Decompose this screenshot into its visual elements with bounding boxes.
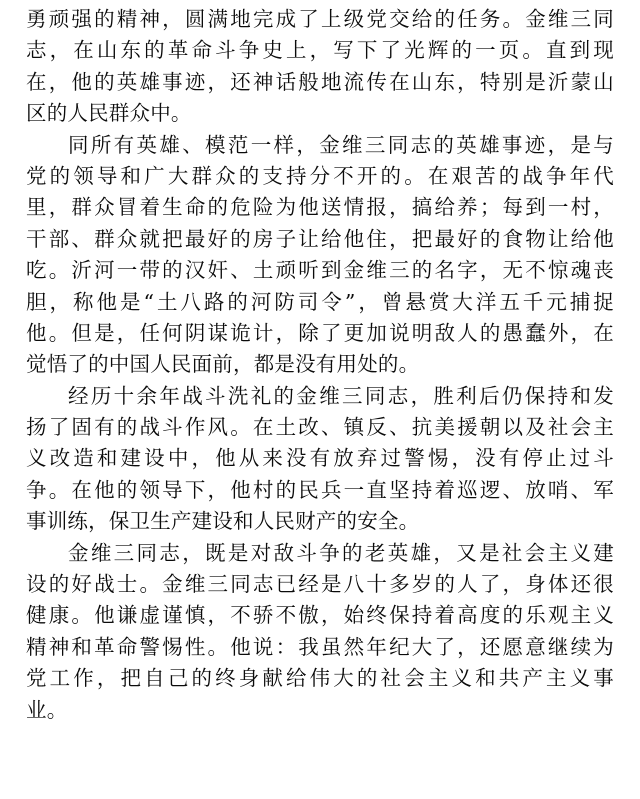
text-line: 精神和革命警惕性。他说：我虽然年纪大了，还愿意继续为 — [26, 634, 614, 659]
paragraph-end-line: 区的人民群众中。 — [26, 101, 192, 126]
text-line: 他。但是，任何阴谋诡计，除了更加说明敌人的愚蠢外，在 — [26, 320, 614, 345]
paragraph-end-line: 事训练，保卫生产建设和人民财产的安全。 — [26, 509, 420, 534]
text-line: 志，在山东的革命斗争史上，写下了光辉的一页。直到现 — [26, 38, 614, 63]
text-line: 里，群众冒着生命的危险为他送情报，搞给养；每到一村， — [26, 195, 614, 220]
text-line: 党的领导和广大群众的支持分不开的。在艰苦的战争年代 — [26, 163, 614, 188]
text-line: 争。在他的领导下，他村的民兵一直坚持着巡逻、放哨、军 — [26, 477, 614, 502]
text-line: 胆，称他是“土八路的河防司令”，曾悬赏大洋五千元捕捉 — [26, 289, 614, 314]
text-line: 在，他的英雄事迹，还神话般地流传在山东，特别是沂蒙山 — [26, 69, 614, 94]
paragraph-start-line: 经历十余年战斗洗礼的金维三同志，胜利后仍保持和发 — [68, 383, 614, 408]
text-line: 义改造和建设中，他从来没有放弃过警惕，没有停止过斗 — [26, 446, 614, 471]
text-line: 扬了固有的战斗作风。在土改、镇反、抗美援朝以及社会主 — [26, 415, 614, 440]
paragraph-start-line: 金维三同志，既是对敌斗争的老英雄，又是社会主义建 — [68, 540, 614, 565]
text-line: 设的好战士。金维三同志已经是八十多岁的人了，身体还很 — [26, 572, 614, 597]
text-line: 健康。他谦虚谨慎，不骄不傲，始终保持着高度的乐观主义 — [26, 603, 614, 628]
text-line: 党工作，把自己的终身献给伟大的社会主义和共产主义事 — [26, 666, 614, 691]
paragraph-end-line: 业。 — [26, 697, 68, 722]
text-line: 干部、群众就把最好的房子让给他住，把最好的食物让给他 — [26, 226, 614, 251]
text-line: 吃。沂河一带的汉奸、土顽听到金维三的名字，无不惊魂丧 — [26, 258, 614, 283]
paragraph-end-line: 觉悟了的中国人民面前，都是没有用处的。 — [26, 352, 420, 377]
paragraph-start-line: 同所有英雄、模范一样，金维三同志的英雄事迹，是与 — [68, 132, 614, 157]
text-line: 勇顽强的精神，圆满地完成了上级党交给的任务。金维三同 — [26, 7, 614, 31]
